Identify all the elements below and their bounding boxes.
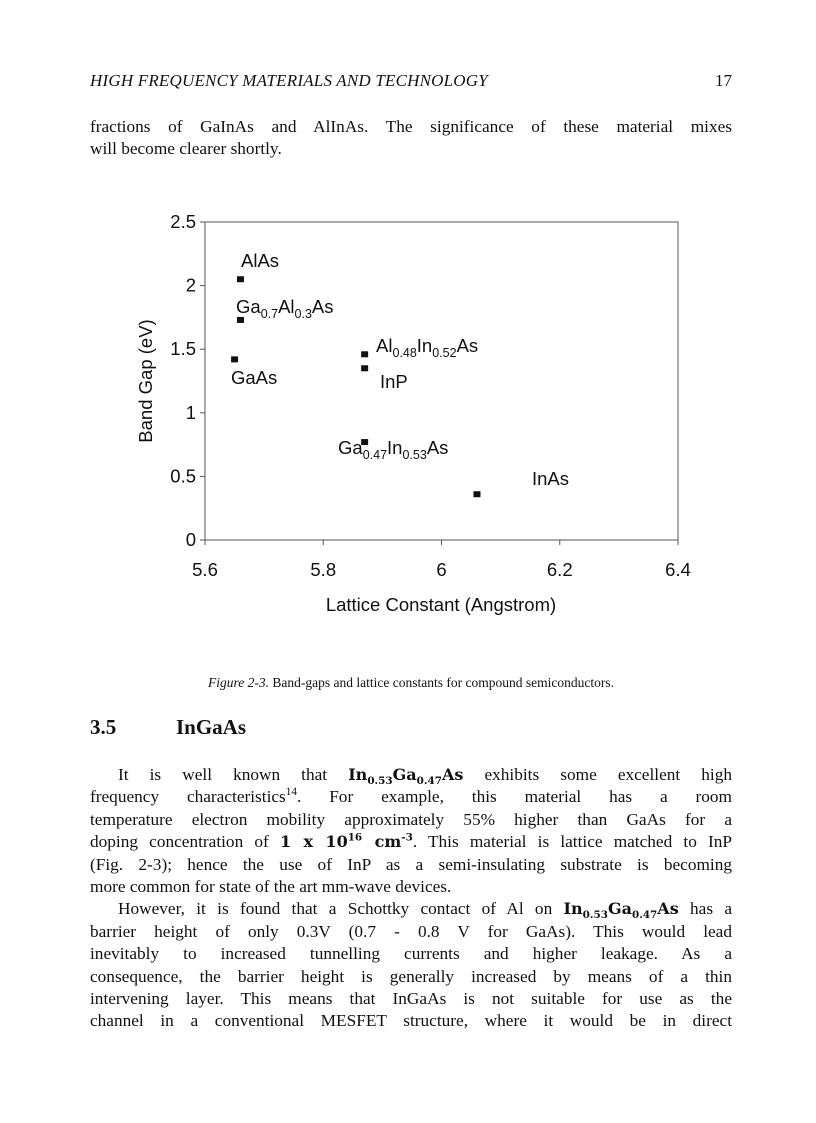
x-tick-label: 6.4 xyxy=(665,559,691,580)
body-line: (Fig. 2-3); hence the use of InP as a semi-insulating substrate is becoming xyxy=(90,854,732,874)
citation-ref: 14 xyxy=(285,786,298,799)
body-line: channel in a conventional MESFET structure, where it would be in direct xyxy=(90,1011,732,1031)
y-axis-label: Band Gap (eV) xyxy=(135,319,156,443)
caption-text: Band-gaps and lattice constants for compound semiconductors. xyxy=(272,675,614,690)
y-tick-label: 1.5 xyxy=(170,338,196,360)
formula-ingaas: $In_{0.53}Ga_{0.47}As$ xyxy=(563,899,679,922)
data-point-marker xyxy=(361,365,368,371)
label-inas-text: InAs xyxy=(532,468,570,489)
data-point-marker xyxy=(237,276,244,282)
body-line: intervening layer. This means that InGaAs is not suitable for use as the xyxy=(90,989,732,1009)
body-line: more common for state of the art mm-wave devices. xyxy=(90,877,452,897)
section-heading xyxy=(90,715,246,740)
formula-ingaas: $In_{0.53}Ga_{0.47}As$ xyxy=(348,765,464,788)
page-number: 17 xyxy=(715,71,732,90)
band-gap-chart xyxy=(100,200,720,630)
x-tick-label: 6.2 xyxy=(546,559,573,580)
doping-value: 1 x $10^{16}$ $cm^{-3}$ xyxy=(279,831,413,852)
intro-line: fractions of GaInAs and AlInAs. The significance of these material mixes xyxy=(90,117,732,136)
y-tick-label: 2.5 xyxy=(170,211,196,232)
label-inp xyxy=(380,371,408,392)
body-line: frequency characteristics$^{14}$. For example, this material has a room xyxy=(90,786,732,807)
section-title: InGaAs xyxy=(176,715,247,739)
x-tick-label: 5.6 xyxy=(192,559,218,580)
body-paragraph-1 xyxy=(90,764,732,1033)
label-alas xyxy=(241,250,279,271)
running-head-title: HIGH FREQUENCY MATERIALS AND TECHNOLOGY xyxy=(90,71,488,90)
y-tick-label: 0.5 xyxy=(170,465,196,487)
body-line: barrier height of only 0.3V (0.7 - 0.8 V for GaAs). This would lead xyxy=(90,921,732,941)
label-alinas: $Al_{0.48}In_{0.52}As$ xyxy=(376,335,479,360)
body-line: doping concentration of 1 x $10^{16}$ $cm^{-3}$. This material is lattice matched to InP xyxy=(90,831,733,852)
figure-caption xyxy=(90,675,732,691)
intro-paragraph xyxy=(90,116,732,161)
label-alas-text: AlAs xyxy=(241,250,280,271)
x-axis xyxy=(192,540,691,580)
label-gaalas: $Ga_{0.7}Al_{0.3}As$ xyxy=(236,296,334,321)
label-inp-text: InP xyxy=(380,371,408,392)
x-tick-label: 6 xyxy=(436,559,447,580)
body-line: However, it is found that a Schottky contact of Al on $In_{0.53}Ga_{0.47}As$ has a xyxy=(118,899,733,922)
label-gainas: $Ga_{0.47}In_{0.53}As$ xyxy=(338,437,449,462)
x-axis-label: Lattice Constant (Angstrom) xyxy=(325,594,557,615)
data-point-marker xyxy=(361,351,368,357)
x-tick-label: 5.8 xyxy=(310,559,337,580)
label-gaas xyxy=(231,367,277,388)
y-axis xyxy=(170,211,205,550)
body-line: inevitably to increased tunnelling currents and higher leakage. As a xyxy=(90,944,732,964)
body-line: temperature electron mobility approximately 55% higher than GaAs for a xyxy=(90,809,732,829)
data-point-marker xyxy=(237,317,244,323)
body-line: It is well known that $In_{0.53}Ga_{0.47}As$ exhibits some excellent high xyxy=(118,765,732,788)
y-tick-label: 1 xyxy=(185,401,196,423)
label-gaas-text: GaAs xyxy=(231,367,278,388)
data-point-marker xyxy=(473,491,480,497)
intro-line: will become clearer shortly. xyxy=(90,139,282,159)
y-tick-label: 0 xyxy=(185,529,196,550)
body-line: consequence, the barrier height is generally increased by means of a thin xyxy=(90,966,732,986)
data-point-marker xyxy=(231,356,238,362)
y-tick-label: 2 xyxy=(185,274,196,296)
section-number: 3.5 xyxy=(90,715,117,739)
label-inas xyxy=(532,468,569,489)
caption-label: Figure 2-3. xyxy=(208,675,270,690)
